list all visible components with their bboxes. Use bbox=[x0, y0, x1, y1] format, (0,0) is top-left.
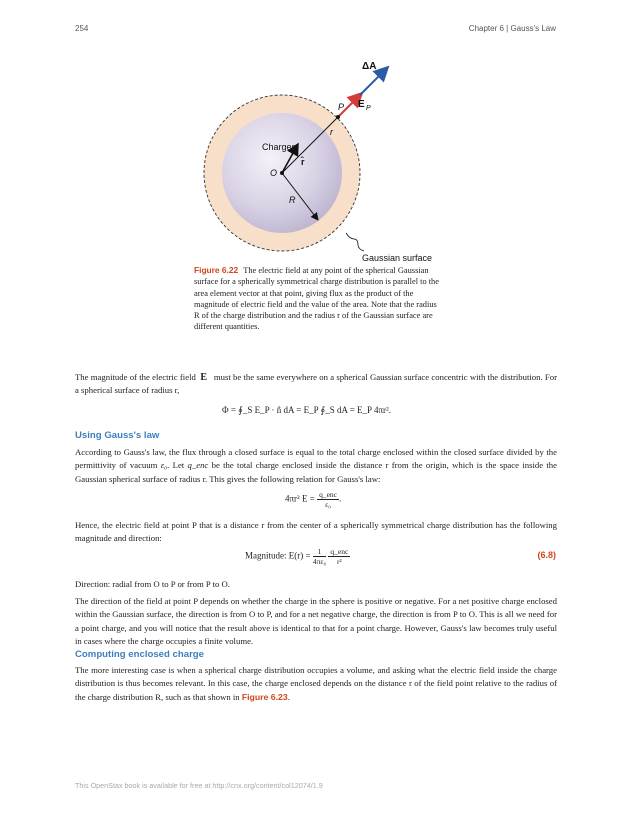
point-o bbox=[280, 171, 284, 175]
epsilon-zero-symbol: ε₀ bbox=[160, 460, 168, 471]
direction-explanation-paragraph: The direction of the field at point P depends on whether the charge in the sphere is positive or negative. For a net positive charge enclosed within the Gaussian surface, the direction is from O to P, and for a net negative charge, the direction is from P to O. This is all we need for a point charge, and you will notice that the result above is identical to that for a point charge. However, Gauss's law becomes truly useful in cases where the charge occupies a finite volume. bbox=[75, 596, 557, 646]
caption-label: Figure 6.22 bbox=[194, 265, 239, 275]
radius-r-label: r bbox=[330, 127, 333, 137]
figure-caption bbox=[194, 265, 444, 333]
footer-text: This OpenStax book is available for free at http://cnx.org/content/col12074/1.9 bbox=[75, 781, 323, 790]
gauss-law-paragraph: According to Gauss's law, the flux through a closed surface is equal to the total charge enclosed within the closed surface divided by the permittivity of vacuum ε₀. Let q_enc be the total charge enclosed inside the distance r from the origin, which is the space inside the Gaussian spherical surface of radius r. This gives the following relation for Gauss's law: bbox=[75, 447, 557, 484]
intro-paragraph: The magnitude of the electric field E must be the same everywhere on a spherical Gaussian surface concentric with the distribution. For a spherical surface of radius r, bbox=[75, 372, 557, 396]
point-p-label: P bbox=[338, 102, 345, 112]
gauss-relation-equation: 4πr² E = $\frac{\text{q\_enc}}{\text{ε₀}}$ . bbox=[285, 490, 342, 509]
enclosed-charge-paragraph: The more interesting case is when a spherical charge distribution occupies a volume, and asking what the electric field inside the charge distribution is thus becomes relevant. In this case, the charge enclosed depends on the distance r of the field point relative to the radius of the charge distribution R, such as that shown in Figure 6.23. bbox=[75, 665, 557, 702]
direction-paragraph: Direction: radial from O to P or from P to O. bbox=[75, 579, 230, 589]
point-o-label: O bbox=[270, 168, 278, 178]
delta-a-label: ΔA bbox=[362, 61, 377, 72]
charges-label: Charges bbox=[262, 142, 297, 152]
point-p bbox=[336, 115, 340, 119]
q-enc-symbol: q_enc bbox=[187, 460, 209, 471]
flux-equation: Φ = ∮_S E_P · n̂ dA = E_P ∮_S dA = E_P 4πr². bbox=[222, 405, 391, 415]
page-number: 254 bbox=[75, 24, 89, 33]
r-hat-label: r̂ bbox=[301, 157, 305, 167]
surface-leader-line bbox=[346, 233, 364, 251]
e-vector-symbol: E bbox=[200, 372, 208, 383]
field-magnitude-paragraph: Hence, the electric field at point P that is a distance r from the center of a spherically symmetrical charge distribution has the following magnitude and direction: bbox=[75, 520, 557, 544]
magnitude-equation: Magnitude: E(r) = $\frac{1}{\text{4πε₀}}$ $\frac{\text{q\_enc}}{\text{r²}}$ bbox=[245, 547, 349, 566]
caption-text: The electric field at any point of the spherical Gaussian surface for a spherically symmetrical charge distribution is parallel to the area element vector at that point, giving flux as the product of the magnitude of electric field and the value of the area. Note that the radius R of the charge distribution and the radius r of the Gaussian surface are different quantities. bbox=[194, 266, 439, 332]
radius-big-r-label: R bbox=[289, 195, 296, 205]
gaussian-sphere-figure bbox=[190, 55, 450, 265]
figure-6-23-link[interactable]: Figure 6.23 bbox=[241, 691, 288, 702]
equation-number: (6.8) bbox=[537, 550, 556, 560]
gaussian-surface-label: Gaussian surface bbox=[362, 253, 433, 263]
field-label: E bbox=[358, 99, 365, 110]
heading-using-gauss-law: Using Gauss's law bbox=[75, 430, 160, 441]
field-label-subscript: P bbox=[366, 105, 371, 112]
chapter-title: Chapter 6 | Gauss's Law bbox=[468, 24, 556, 33]
heading-computing-enclosed-charge: Computing enclosed charge bbox=[75, 649, 205, 660]
